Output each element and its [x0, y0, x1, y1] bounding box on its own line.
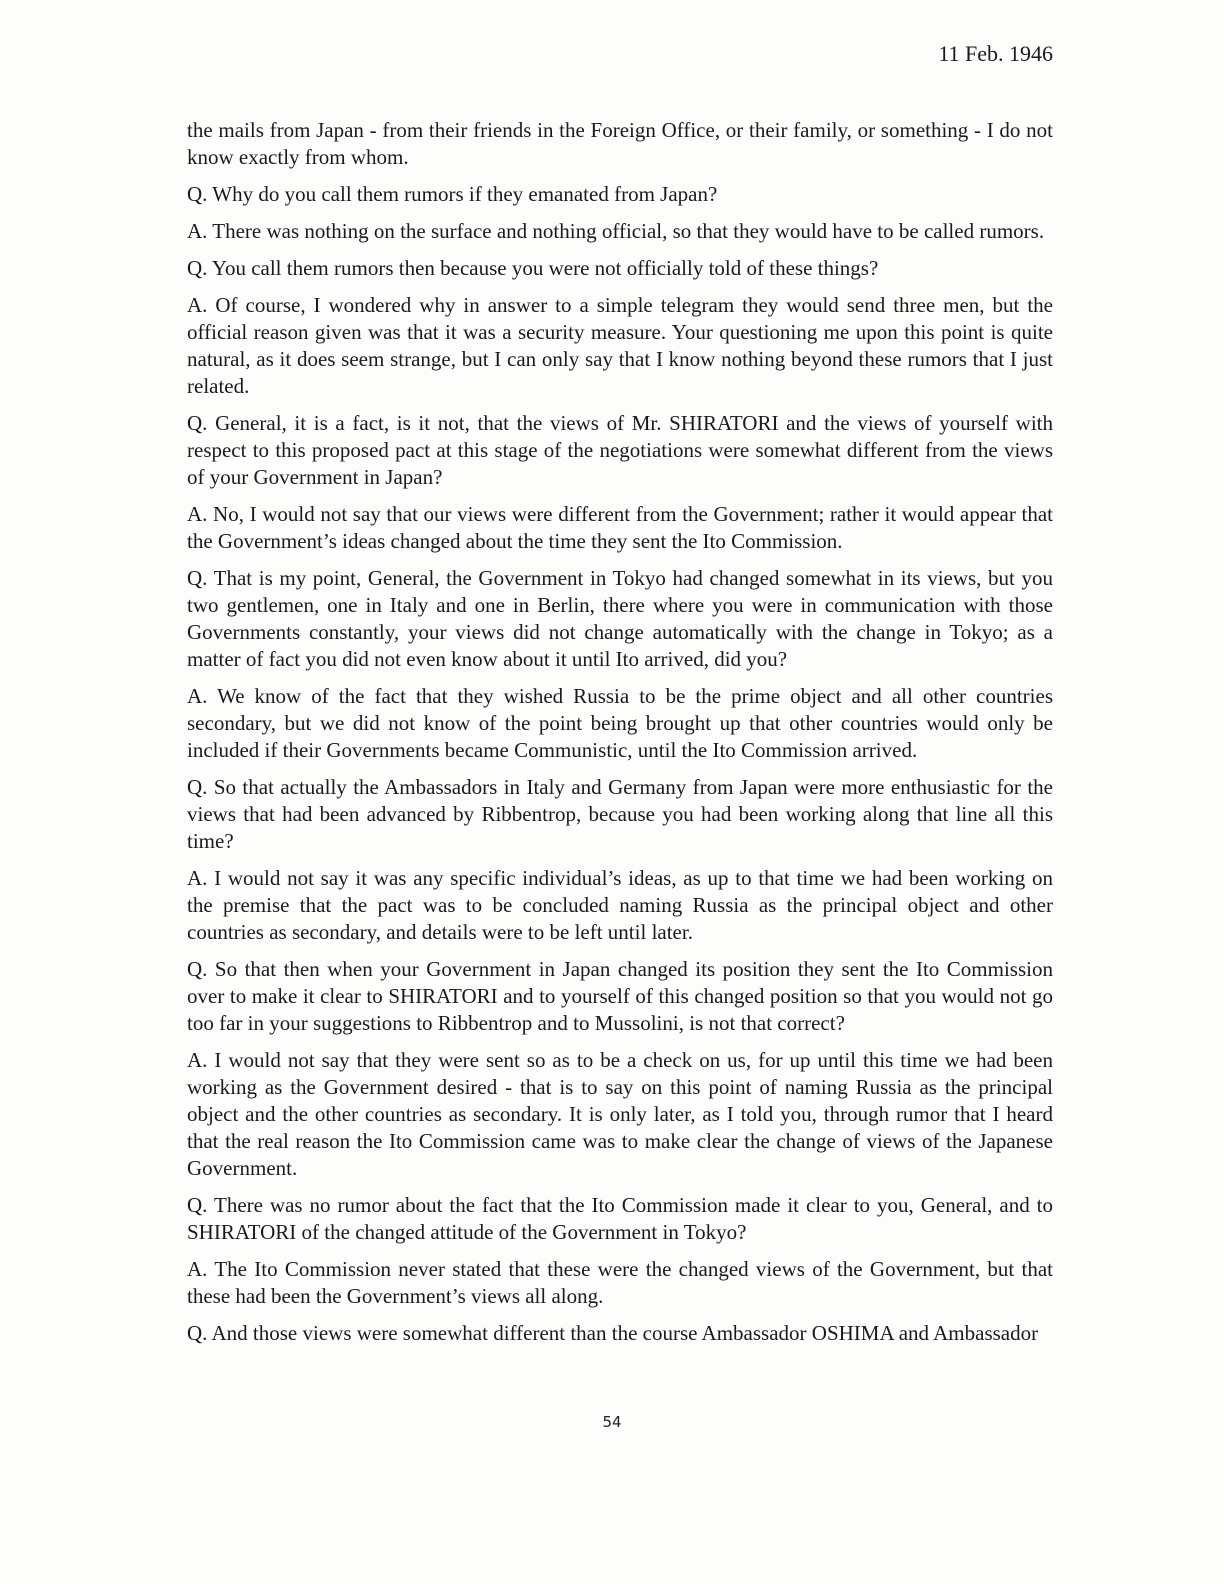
transcript-body: [187, 117, 1053, 1357]
question: Q. And those views were somewhat different than the course Ambassador OSHIMA and Ambassador: [187, 1321, 1039, 1345]
paragraph: the mails from Japan - from their friends in the Foreign Office, or their family, or something - I do not know exactly from whom.: [187, 118, 1053, 169]
question: Q. So that then when your Government in Japan changed its position they sent the Ito Commission over to make it clear to SHIRATORI and to yourself of this changed position so that you would not go too far in your suggestions to Ribbentrop and to Mussolini, is not that correct?: [187, 957, 1053, 1035]
answer: A. No, I would not say that our views were different from the Government; rather it would appear that the Government’s ideas changed about the time they sent the Ito Commission.: [187, 502, 1053, 553]
question: Q. That is my point, General, the Government in Tokyo had changed somewhat in its views, but you two gentlemen, one in Italy and one in Berlin, there where you were in communication with those Governments constantly, your views did not change automatically with the change in Tokyo; as a matter of fact you did not even know about it until Ito arrived, did you?: [187, 566, 1053, 671]
question: Q. You call them rumors then because you were not officially told of these things?: [187, 256, 879, 280]
question: Q. General, it is a fact, is it not, that the views of Mr. SHIRATORI and the views of yourself with respect to this proposed pact at this stage of the negotiations were somewhat different from the views of your Government in Japan?: [187, 411, 1053, 489]
question: Q. Why do you call them rumors if they emanated from Japan?: [187, 182, 718, 206]
answer: A. The Ito Commission never stated that these were the changed views of the Government, but that these had been the Government’s views all along.: [187, 1257, 1053, 1308]
page-date: 11 Feb. 1946: [938, 41, 1053, 66]
answer: A. I would not say that they were sent so as to be a check on us, for up until this time we had been working as the Government desired - that is to say on this point of naming Russia as the principal object and the other countries as secondary. It is only later, as I told you, through rumor that I heard that the real reason the Ito Commission came was to make clear the change of views of the Japanese Government.: [187, 1048, 1053, 1180]
question: Q. So that actually the Ambassadors in Italy and Germany from Japan were more enthusiastic for the views that had been advanced by Ribbentrop, because you had been working along that line all this time?: [187, 775, 1053, 853]
answer: A. Of course, I wondered why in answer to a simple telegram they would send three men, but the official reason given was that it was a security measure. Your questioning me upon this point is quite natural, as it does seem strange, but I can only say that I know nothing beyond these rumors that I just related.: [187, 293, 1053, 398]
answer: A. I would not say it was any specific individual’s ideas, as up to that time we had been working on the premise that the pact was to be concluded naming Russia as the principal object and other countries as secondary, and details were to be left until later.: [187, 866, 1053, 944]
answer: A. We know of the fact that they wished Russia to be the prime object and all other countries secondary, but we did not know of the point being brought up that other countries would only be included if their Governments became Communistic, until the Ito Commission arrived.: [187, 684, 1053, 762]
answer: A. There was nothing on the surface and nothing official, so that they would have to be called rumors.: [187, 219, 1045, 243]
page-number: 54: [602, 1413, 622, 1431]
question: Q. There was no rumor about the fact that the Ito Commission made it clear to you, General, and to SHIRATORI of the changed attitude of the Government in Tokyo?: [187, 1193, 1053, 1244]
